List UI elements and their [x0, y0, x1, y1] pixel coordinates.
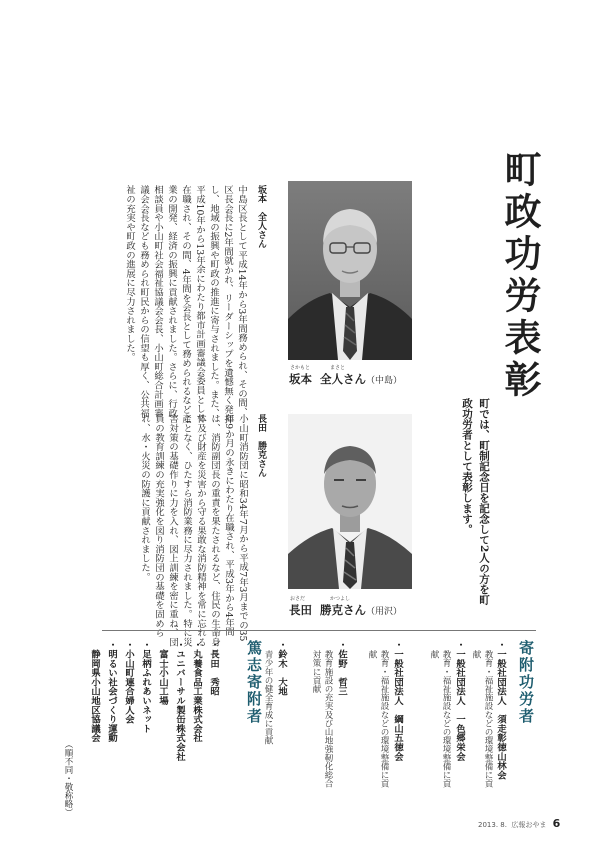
entry-desc: 教育・福祉施設などの環境整備に貢献 — [429, 650, 451, 788]
honoree-suffix: さん — [343, 603, 367, 617]
honoree-family-name: 坂本 — [289, 372, 312, 386]
caption-nagata — [289, 596, 403, 618]
furigana-given: かつよし — [330, 596, 351, 602]
page-footer — [478, 817, 560, 830]
bio-text-sakamoto: 中島区長として平成14年から3年間務められ、その間、区長会長に2年間就かれ、リーダーシップを遺憾無く発揮し、地域の振興や町政の推進に寄与されました。また、平成10年から13年余にわたり都市計画審議会委員として在職され、その間、4年間を会長として務められるなど産業の開発、経済の振興に貢献されました。さらに、行政相談員や小山町社会福祉協議会会長、小山町総合計画審議会会長なども務められ町民からの信望も厚く、公共福祉の充実や町政の進展に尽力されました。 — [124, 185, 247, 424]
donor-item: 富士小山工場 — [157, 640, 168, 706]
entry-name: ・佐野 哲三 — [336, 640, 347, 696]
entry-name: ・鈴木 大地 — [276, 640, 287, 696]
furigana-family: さかもと — [290, 365, 311, 371]
portrait-photo-nagata — [288, 414, 412, 589]
entry-desc: 教育施設の充実及び山地強靭化総合対策に貢献 — [311, 650, 333, 788]
kifu-section-title: 寄附功労者 — [517, 640, 535, 725]
footer-date: 2013. 8. — [478, 821, 507, 829]
entry-desc: 教育・福祉施設などの環境整備に貢献 — [471, 650, 493, 788]
honoree-area: （中島） — [366, 376, 403, 386]
entry-desc: 青少年の健全育成に貢献 — [263, 650, 273, 745]
page-number: 6 — [552, 817, 561, 830]
honoree-area: （用沢） — [366, 607, 403, 617]
donor-item: ・ユニバーサル製缶株式会社 — [174, 640, 185, 761]
honoree-suffix: さん — [343, 372, 367, 386]
furigana-given: まさと — [330, 365, 346, 371]
bio-text-nagata: 小山町消防団に昭和34年7月から平成7年3月までの35年9か月の永きにわたり在職され、平成3年から4年間は、消防副団長の重責を果たされるなど、住民の生命身体及び財産を災害から守る果敢な消防精神を常に忘れることなく、ひたすら消防業務に尽力されました。特に災害対策の基礎作りに力を入れ、図上訓練を密に重ね、団員の教育訓練の充実強化を図り消防団の基礎を固められ、水・火災の防護に貢献されました。 — [139, 414, 248, 647]
donor-item: ・明るい社会づくり運動 — [106, 640, 117, 743]
honoree-family-name: 長田 — [289, 603, 312, 617]
bio-heading-sakamoto: 坂本 全人さん — [256, 185, 266, 248]
portrait-photo-sakamoto — [288, 181, 412, 360]
entry-name: ・一般社団法人 一色郷栄会 — [454, 640, 465, 761]
entry-desc: 教育・福祉施設などの環境整備に貢献 — [367, 650, 389, 788]
intro-text: 町では、町制記念日を記念して2人の方を町政功労者として表彰します。 — [461, 398, 490, 605]
entry-name: ・一般社団法人 綱山五徳会 — [392, 640, 403, 761]
furigana-family: おさだ — [290, 596, 306, 602]
note-text: （順不同・敬称略） — [63, 740, 73, 817]
tokushi-section-title: 篤志寄附者 — [245, 640, 263, 725]
caption-sakamoto — [289, 365, 403, 387]
donor-item: ・小山町連合婦人会 — [123, 640, 134, 724]
donor-item: ・丸養食品工業株式会社 — [191, 640, 202, 743]
donor-item: ・長田 秀昭 — [208, 640, 219, 696]
bio-heading-nagata: 長田 勝克さん — [256, 414, 266, 477]
footer-publication: 広報おやま — [511, 821, 547, 829]
honoree-given-name: 勝克 — [320, 603, 344, 617]
donor-item: 静岡県小山地区協議会 — [89, 640, 100, 743]
section-divider — [102, 630, 536, 631]
donor-item: ・足柄ふれあいネット — [140, 640, 151, 733]
honoree-given-name: 全人 — [320, 372, 344, 386]
entry-name: ・一般社団法人 須走彰徳山林会 — [495, 640, 506, 780]
page-title: 町政功労表彰 — [498, 150, 542, 402]
